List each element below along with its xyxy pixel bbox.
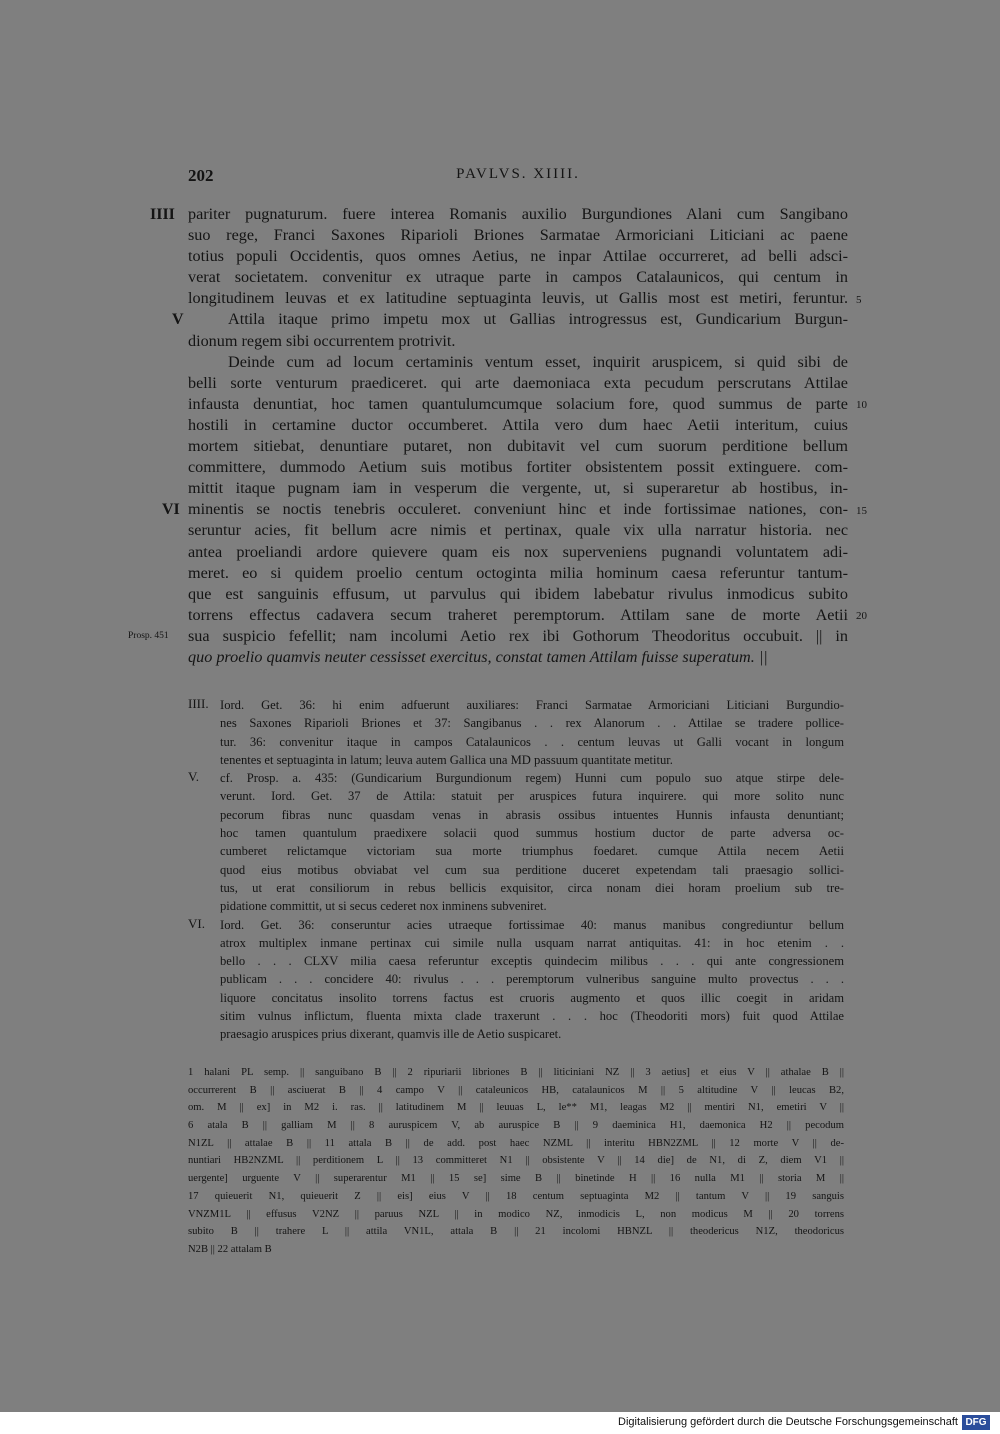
testimonia-line: quod eius motibus obviabat vel cum sua perditione duceret expetendam tali praesagio sollici- — [220, 862, 844, 877]
testimonia-line: nes Saxones Riparioli Briones et 37: Sangibanus . . rex Alanorum . . Attilae se tradere pollice- — [220, 716, 844, 731]
text-line: quo proelio quamvis neuter cessisset exercitus, constat tamen Attilam fuisse superatum. || — [188, 647, 768, 666]
apparatus-line: VNZM1L || effusus V2NZ || paruus NZL || in modico NZ, inmodicis L, non modicus M || 20 torrens — [188, 1208, 844, 1220]
text-line: antea proeliandi ardore quievere quam eis nox superveniens pugnandi voluntatem adi- — [188, 542, 848, 561]
apparatus-line: nuntiari HB2NZML || perditionem L || 13 committeret N1 || obsistente V || 14 die] de N1, di Z, diem V1 || — [188, 1155, 844, 1167]
testimonia-line: praesagio aruspices prius dixerant, quamvis ille de Aetio suspicaret. — [220, 1027, 562, 1042]
text-line: totius populi Occidentis, quos omnes Aetius, ne inpar Attilae occurreret, ad belli adsci- — [188, 247, 848, 266]
testimonia-line: Iord. Get. 36: hi enim adfuerunt auxiliares: Franci Sarmatae Armoriciani Liticiani Burgundio- — [220, 698, 844, 712]
apparatus-line: 1 halani PL semp. || sanguibano B || 2 ripuriarii libriones B || liticiniani NZ || 3 aetius] et eius V || athalae B || — [188, 1067, 844, 1078]
apparatus-line: 6 atala B || galliam M || 8 auruspicem V, ab auruspice B || 9 daeminica H1, daemonica H2 || pecodum — [188, 1120, 844, 1132]
text-line: infausta denuntiat, hoc tamen quantulumcumque solacium fore, quod summus de parte — [188, 394, 848, 413]
text-line: suo rege, Franci Saxones Riparioli Briones Sarmatae Armoriciani Liticiani ac paene — [188, 226, 848, 245]
line-number-15: 15 — [856, 505, 867, 517]
apparatus-line: subito B || trahere L || attila VN1L, attala B || 21 incolomi HBNZL || theodericus N1Z, theodoricus — [188, 1226, 844, 1238]
text-line: verat societatem. convenitur ex utraque parte in campos Catalaunicos, qui centum in — [188, 268, 848, 287]
testimonia-line: pecorum fibras nunc quasdam venas in abrasis ossibus intuentes Hunnis infausta denuntiant; — [220, 807, 844, 822]
testimonia-line: tenentes et septuaginta in latum; leuva autem Gallica una MD passuum quantitate metitur. — [220, 752, 673, 767]
testimonia-line: cf. Prosp. a. 435: (Gundicarium Burgundionum regem) Hunni cum populo suo atque stirpe dele- — [220, 771, 844, 786]
text-line: longitudinem leuvas et ex latitudine septuaginta leuvis, ut Gallis most est metiri, feruntur. — [188, 289, 848, 308]
apparatus-line: om. M || ex] in M2 i. ras. || latitudinem M || leuuas L, le** M1, leagas M2 || mentiri N1, emetiri V || — [188, 1102, 844, 1114]
apparatus-line: N1ZL || attalae B || 11 attala B || de add. post haec NZML || interitu HBN2ZML || 12 morte V || de- — [188, 1137, 844, 1149]
testimonia-line: tur. 36: convenitur itaque in campos Catalaunicos . . centum leuvas ut Galli vocant in longum — [220, 734, 844, 749]
testimonia-block-v — [188, 769, 844, 915]
testimonia-line: tus, ut erat consiliorum in rebus bellicis exquisitor, circa nonam diei horam proelium sub tre- — [220, 880, 844, 895]
testimonia-block-iiii — [188, 696, 844, 769]
apparatus-line: occurrerent B || asciuerat B || 4 campo V || cataleunicos HB, catalaunicos M || 5 altitudine V || leucas B2, — [188, 1084, 844, 1096]
text-line: committere, dummodo Aetium suis motibus fortiter obsistentem possit extinguere. com- — [188, 458, 848, 477]
apparatus-line: 17 quieuerit N1, quieuerit Z || eis] eius V || 18 centum septuaginta M2 || tantum V || 19 sanguis — [188, 1190, 844, 1202]
apparatus-line: uergente] urguente V || superarentur M1 || 15 se] sime B || binetinde H || 16 nulla M1 || storia M || — [188, 1173, 844, 1185]
line-number-10: 10 — [856, 399, 867, 411]
testimonia-line: atrox multiplex inmane pertinax cui simile nulla usquam narrat antiquitas. 41: in hoc etenim . . — [220, 935, 844, 950]
testimonia-line: sitim vulnus inflictum, fluenta mixta clade traxerunt . . . hoc (Theodoriti mors) fuit quod Attilae — [220, 1009, 844, 1024]
testimonia-line: hoc tamen quantulum praedixere solacii quod summus hostium ductor de parte adversa oc- — [220, 826, 844, 841]
text-line: mortem sitiebat, denuntiare putaret, non dubitavit vel cum suorum perditione bellum — [188, 437, 848, 456]
testimonia-line: publicam . . . concidere 40: rivulus . . . peremptorum vulneribus sanguine multo provectus . . . — [220, 972, 844, 987]
text-line: dionum regem sibi occurrentem protrivit. — [188, 331, 456, 350]
page-number: 202 — [188, 166, 214, 185]
text-line: torrens effectus cadavera secum traheret peremptorum. Attilam sane de morte Aetii — [188, 605, 848, 624]
text-line: minentis se noctis tenebris occuleret. conveniunt hinc et inde fortissimae nationes, con- — [188, 500, 848, 519]
testimonia-line: bello . . . CLXV milia caesa referuntur exceptis quindecim milibus . . . qui ante congressionem — [220, 954, 844, 969]
chapter-marker-iiii: IIII — [150, 206, 175, 223]
text-line: Attila itaque primo impetu mox ut Gallias introgressus est, Gundicarium Burgun- — [228, 310, 848, 329]
critical-apparatus — [188, 1064, 844, 1259]
running-title: PAVLVS. XIIII. — [456, 166, 580, 182]
footer-bar — [0, 1412, 1000, 1434]
text-line: seruntur acies, fit bellum acre nimis et pertinax, quale vix ulla narratur historia. nec — [188, 521, 848, 540]
text-line: belli sorte venturum praediceret. qui arte daemoniaca exta pecudum perscrutans Attilae — [188, 373, 848, 392]
apparatus-line: N2B || 22 attalam B — [188, 1243, 272, 1255]
chapter-marker-vi: VI — [162, 501, 180, 518]
main-text — [188, 204, 848, 668]
testimonia-line: liquore concitatus insolito torrens factus est cruoris augmento et quos illic coegit in aridam — [220, 990, 844, 1005]
testimonia-label: IIII. — [188, 696, 209, 711]
chapter-marker-v: V — [172, 311, 184, 328]
testimonia-block-vi — [188, 916, 844, 1044]
text-line: meret. eo si quidem proelio centum octoginta milia hominum caesa referuntur tantum- — [188, 563, 848, 582]
text-line: hostili in certamine ductor occumberet. Attila vero dum haec Aetii interitum, cuius — [188, 415, 848, 434]
side-reference: Prosp. 451 — [128, 631, 169, 641]
testimonia-line: cumberet relictamque victoriam sua morte triumphus foedaret. cumque Attila necem Aetii — [220, 844, 844, 859]
testimonia-line: pidatione committit, ut si secus cederet nox inminens subveniret. — [220, 899, 547, 914]
funding-notice: Digitalisierung gefördert durch die Deutsche Forschungsgemeinschaft — [618, 1416, 958, 1428]
testimonia-line: Iord. Get. 36: conseruntur acies utraeque fortissimae 40: manus manibus congrediuntur bellum — [220, 917, 844, 932]
line-number-20: 20 — [856, 610, 867, 622]
testimonia — [188, 696, 844, 1044]
text-line: mittit itaque pugnam iam in vesperum die vergente, ut, si superaretur ab hostibus, in- — [188, 479, 848, 498]
text-line: Deinde cum ad locum certaminis ventum esset, inquirit aruspicem, si quid sibi de — [228, 352, 848, 371]
testimonia-label: VI. — [188, 915, 205, 931]
testimonia-label: V. — [188, 769, 199, 785]
line-number-5: 5 — [856, 294, 862, 306]
dfg-logo-icon[interactable]: DFG — [962, 1415, 990, 1430]
testimonia-line: verunt. Iord. Get. 37 de Attila: statuit per aruspices futura inquirere. qui more solito nunc — [220, 789, 844, 804]
text-line: pariter pugnaturum. fuere interea Romanis auxilio Burgundiones Alani cum Sangibano — [188, 205, 848, 223]
text-line: sua suspicio fefellit; nam incolumi Aetio rex ibi Gothorum Theodoritus occubuit. || in — [188, 626, 848, 645]
page-header — [188, 166, 848, 190]
text-line: que est sanguinis effusum, ut parvulus qui ibidem labebatur rivulus inmodicus subito — [188, 584, 848, 603]
